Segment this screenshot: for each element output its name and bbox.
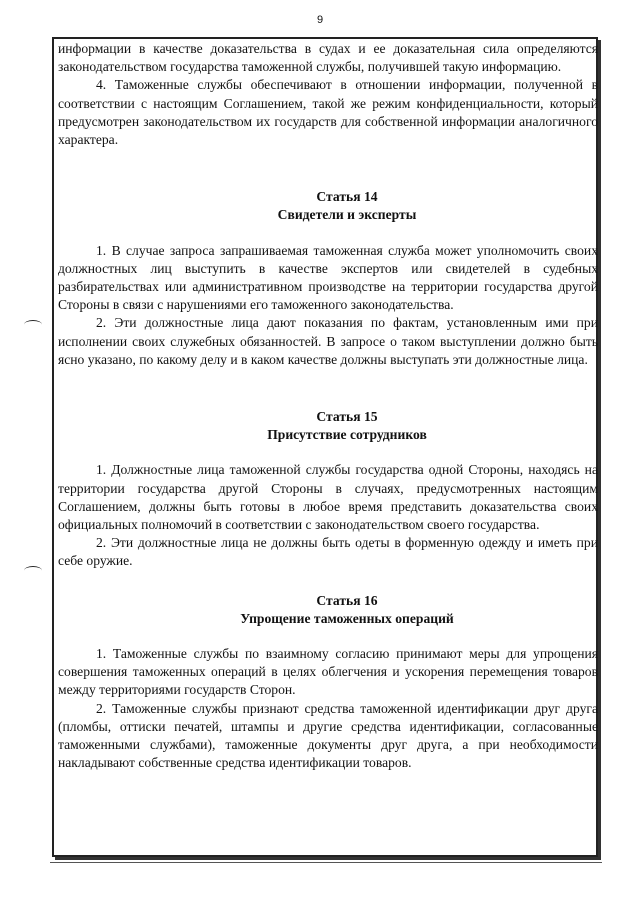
margin-mark-1 bbox=[24, 320, 42, 329]
margin-mark-2 bbox=[24, 566, 42, 575]
page-number: 9 bbox=[316, 14, 324, 26]
article-15-title: Присутствие сотрудников bbox=[267, 427, 427, 443]
paragraph-intro: информации в качестве доказательства в судах и ее доказательная сила определяются законодательством государства таможенной службы, получившей такую информацию. bbox=[58, 41, 598, 75]
article-14-number: Статья 14 bbox=[316, 189, 378, 205]
article-15-paragraph-2: 2. Эти должностные лица не должны быть одеты в форменную одежду и иметь при себе оружие. bbox=[58, 535, 598, 569]
document-body bbox=[58, 40, 598, 773]
article-16-paragraph-2: 2. Таможенные службы признают средства таможенной идентификации друг друга (пломбы, оттиски печатей, штампы и другие средства идентификации, согласованные таможенными службами), таможенные документы друг друга, а при необходимости накладывают собственные средства идентификации товаров. bbox=[58, 700, 598, 771]
article-16-title: Упрощение таможенных операций bbox=[240, 610, 454, 626]
paragraph-4: 4. Таможенные службы обеспечивают в отношении информации, полученной в соответствии с настоящим Соглашением, такой же режим конфиденциальности, который предусмотрен законодательством их государств для собственной информации аналогичного характера. bbox=[58, 77, 598, 148]
article-15-number: Статья 15 bbox=[316, 409, 378, 425]
article-16-paragraph-1: 1. Таможенные службы по взаимному согласию принимают меры для упрощения совершения таможенных операций в целях облегчения и ускорения перемещения товаров между территориями государств Сторон. bbox=[58, 646, 598, 698]
article-14-title: Свидетели и эксперты bbox=[277, 207, 417, 223]
article-15-paragraph-1: 1. Должностные лица таможенной службы государства одной Стороны, находясь на территории государства другой Стороны в случаях, предусмотренных настоящим Соглашением, должны быть готовы в любое время представить доказательства своих официальных полномочий в соответствии с законодательством своего государства. bbox=[58, 462, 598, 533]
article-14-paragraph-2: 2. Эти должностные лица дают показания по фактам, установленным ими при исполнении своих служебных обязанностей. В запросе о таком выступлении должно быть ясно указано, по какому делу и в каком качестве должны выступать эти должностные лица. bbox=[58, 315, 598, 367]
article-14-paragraph-1: 1. В случае запроса запрашиваемая таможенная служба может уполномочить своих должностных лиц выступить в качестве экспертов или свидетелей в судебных разбирательствах или административном производстве на территории государства другой Стороны в связи с нарушениями его таможенного законодательства. bbox=[58, 242, 598, 313]
bottom-rule bbox=[50, 862, 602, 863]
article-16-number: Статья 16 bbox=[316, 592, 378, 608]
